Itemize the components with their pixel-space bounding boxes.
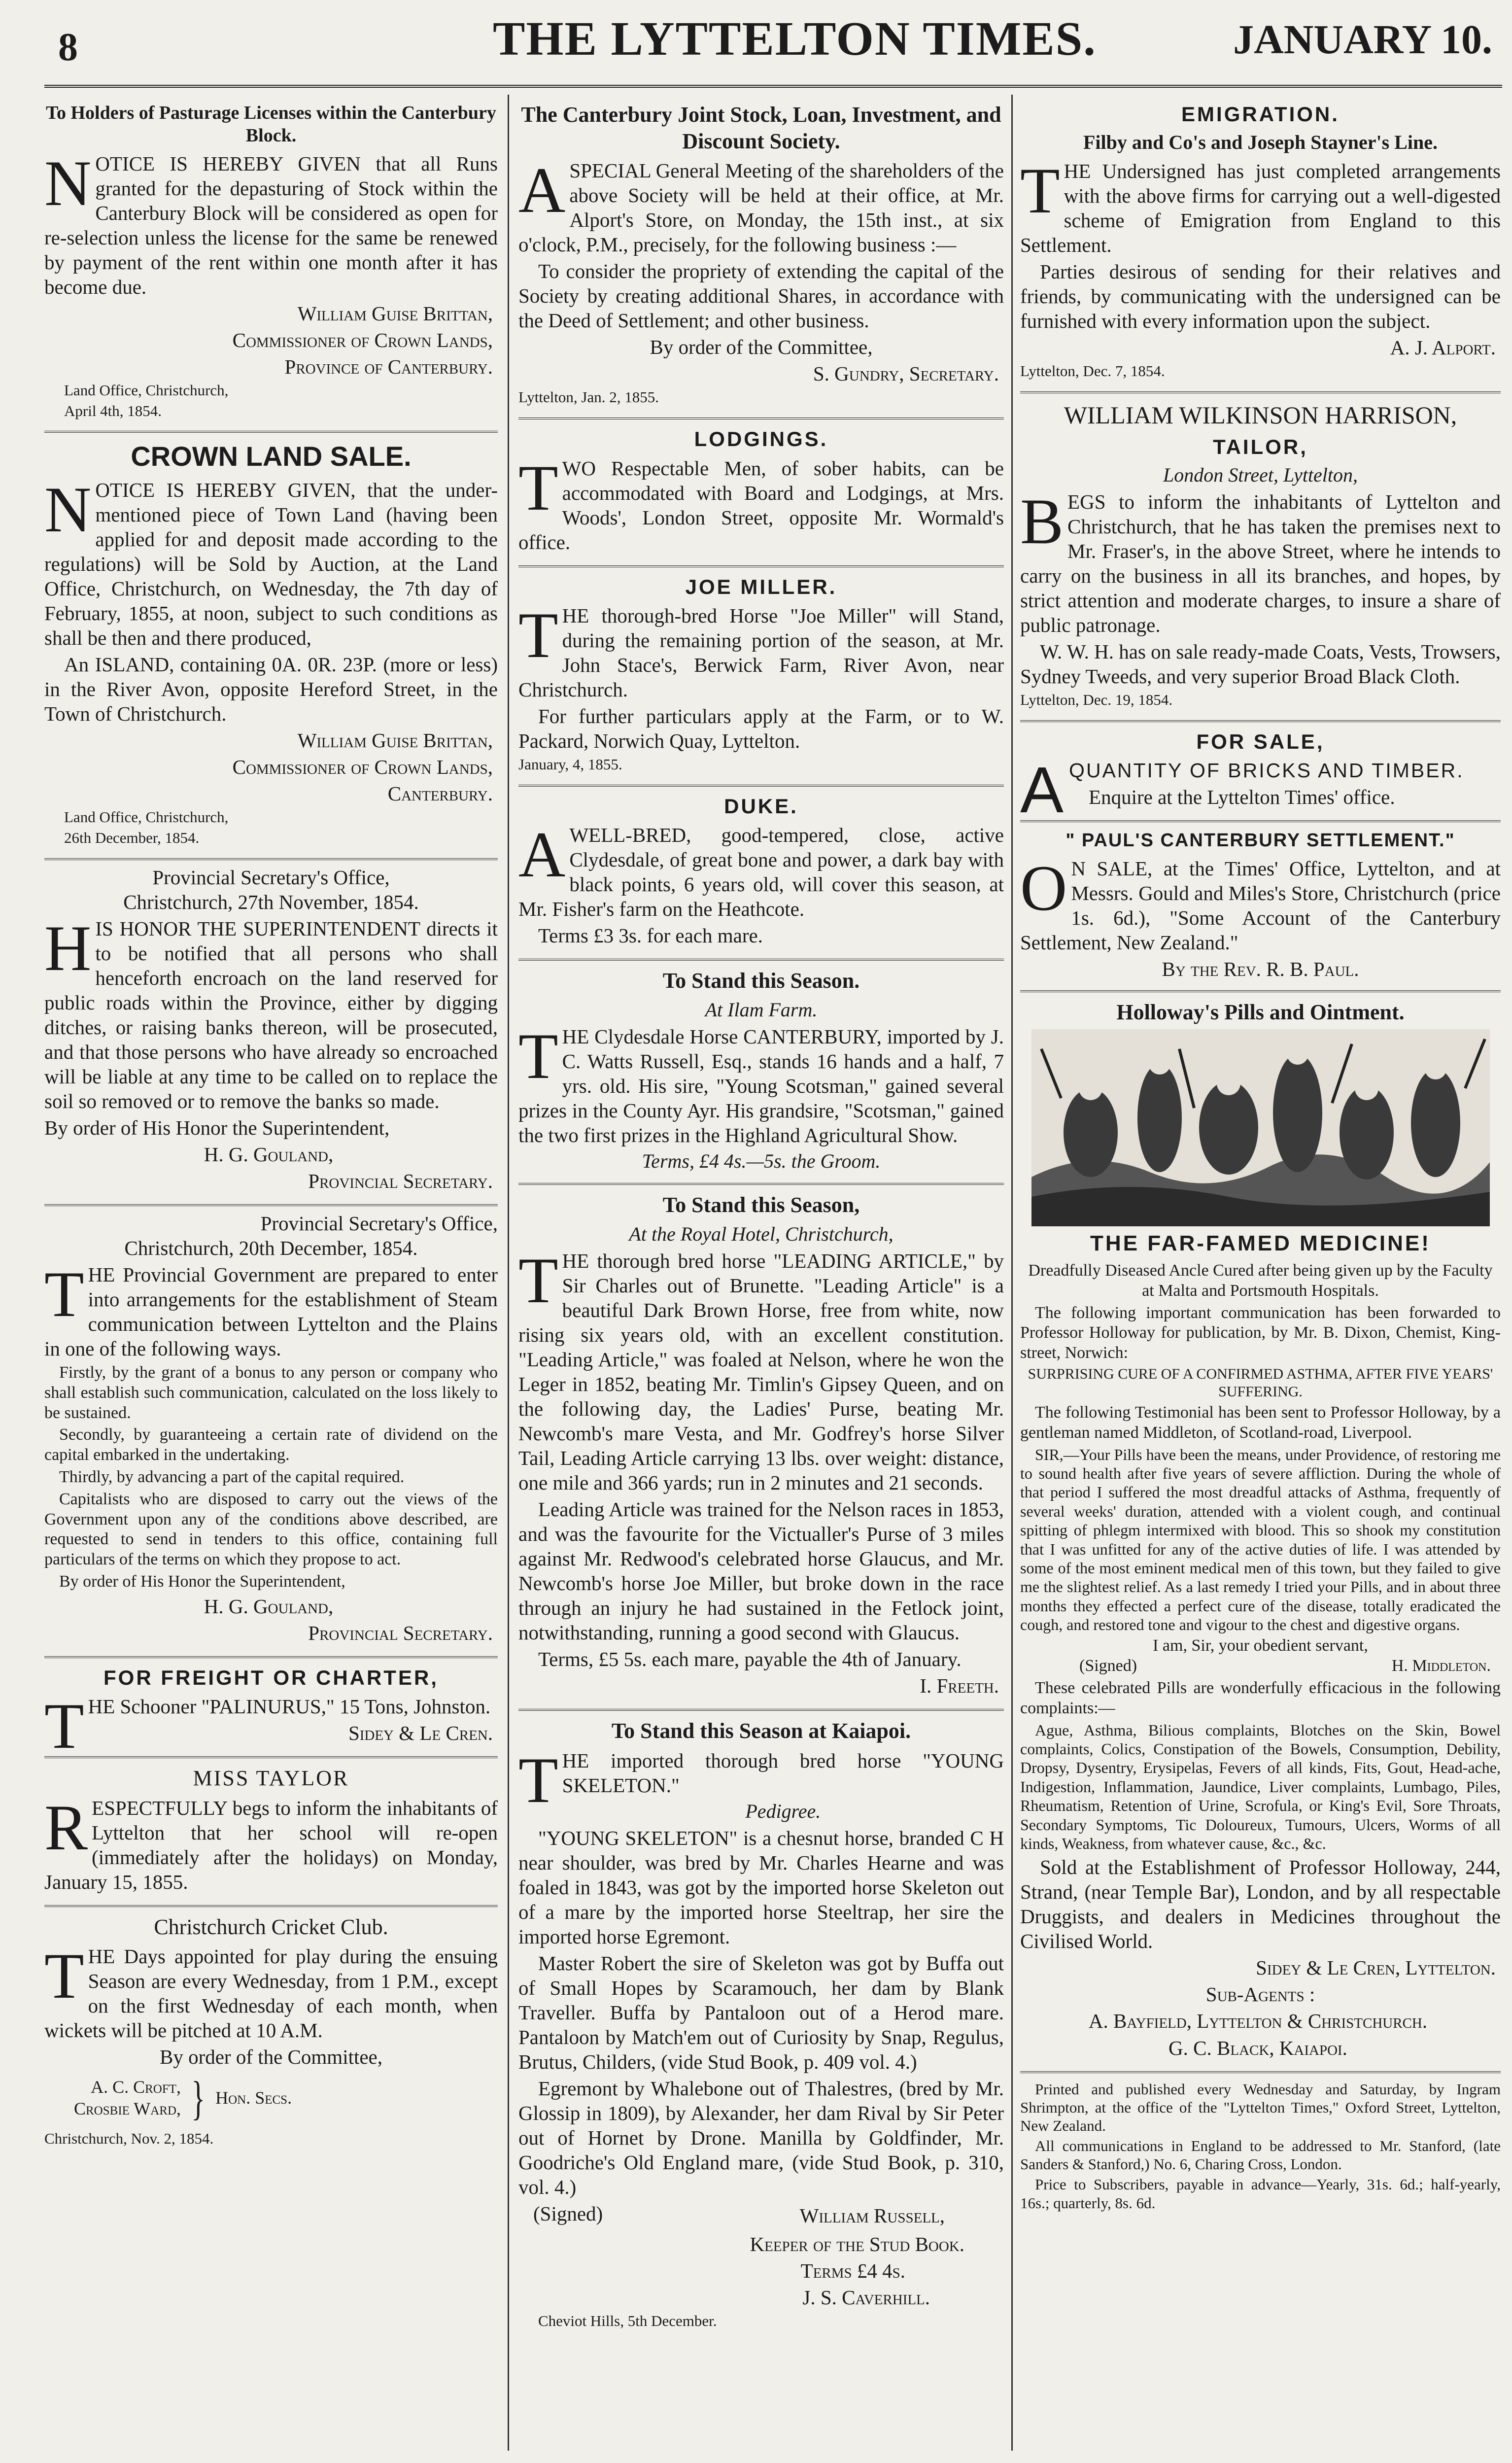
ad-terms: Terms £3 3s. for each mare. [538,924,763,947]
signature-name: H. G. Gouland, [204,1595,334,1618]
ad-body: ASPECIAL General Meeting of the shareholders of the above Society will be held at their office, at Mr. Alport's Store, on Monday, the 15th inst., at six o'clock, P.M., precisely, for the following business :— [518,154,1004,256]
ad-terms: Terms £4 4s. [800,2259,905,2282]
ad-title: EMIGRATION. [1181,103,1340,126]
ad-title: To Stand this Season at Kaiapoi. [611,1719,911,1743]
signature-row [1020,1656,1501,1676]
column-left [44,95,498,2456]
ad-body: RESPECTFULLY begs to inform the inhabitants of Lyttelton that her school will re-open (immediately after the holidays) on Monday, January 15, 1855. [44,1791,498,1893]
signature: J. S. Caverhill. [802,2286,930,2309]
ad-body: THE thorough bred horse "LEADING ARTICLE," by Sir Charles out of Brunette. "Leading Article" is a beautiful Dark Brown Horse, free from white, now rising six years old, with an excellent constitution. "Leading Article," was foaled at Nelson, where he won the Leger in 1852, beating Mr. Timlin's Gipsey Queen, and on the following day, the Ladies' Purse, beating Mr. Newcomb's mare Vesta, and Mr. Godfrey's horse Silver Tail, Leading Article carrying 13 lbs. over weight: distance, one mile and 366 yards; run in 2 minutes and 21 seconds. [518,1244,1004,1494]
ad-young-skeleton [518,1711,1004,2341]
secretary-name: A. C. Croft, [91,2077,181,2097]
signature-name: William Russell, [799,2204,945,2227]
ad-leading-article [518,1185,1004,1711]
ad-body: NOTICE IS HEREBY GIVEN, that the under-mentioned piece of Town Land (having been applied for and deposit made according to the regulations) will be Sold by Auction, at the Land Office, Christchurch, on Wednesday, the 7th day of February, 1855, at noon, subject to such conditions as shall be then and there produced, [44,473,498,649]
dateline: Lyttelton, Dec. 19, 1854. [1020,691,1173,709]
ad-holloways-pills [1020,992,1501,2073]
allegorical-engraving-icon [1031,1029,1490,1226]
ad-smallprint [1020,1261,1501,1853]
office-line: Provincial Secretary's Office, [260,1212,498,1235]
ad-subtitle: At the Royal Hotel, Christchurch, [629,1223,893,1246]
ad-emigration [1020,95,1501,393]
column-right [1020,95,1501,2456]
ad-pauls-settlement [1020,822,1501,992]
ad-title: DUKE. [724,794,798,818]
column-rule [1011,95,1013,2451]
header-rule [44,85,1502,88]
order-line: By order of the Committee, [159,2046,383,2069]
signature-place: Province of Canterbury. [284,355,493,378]
ad-paragraph: Secondly, by guaranteeing a certain rate of dividend on the capital embarked in the undertaking. [44,1425,498,1464]
ad-joint-stock-society [518,95,1004,419]
ad-title: Holloway's Pills and Ointment. [1116,1000,1405,1024]
dateline: Land Office, Christchurch, [64,808,229,826]
ad-title: JOE MILLER. [685,575,837,598]
ad-address: London Street, Lyttelton, [1163,464,1358,486]
dateline: Cheviot Hills, 5th December. [538,2312,717,2329]
ad-canterbury-horse [518,961,1004,1185]
ad-paragraph: Egremont by Whalebone out of Thalestres, (bred by Mr. Glossip in 1809), by Alexander, her dam Rival by Sir Peter out of Hornet by Drone. Manilla by Goldfinder, Mr. Goodriche's Old England mare, (vide Stud Book, p. 310, vol. 4.) [518,2077,1004,2198]
signature-title: Commissioner of Crown Lands, [232,755,493,778]
ad-body: AQUANTITY OF BRICKS AND TIMBER. [1020,754,1464,827]
sub-agents-label: Sub-Agents : [1205,1983,1315,2006]
ad-body: ON SALE, at the Times' Office, Lyttelton, and at Messrs. Gould and Miles's Store, Christchurch (price 1s. 6d.), "Some Account of the Canterbury Settlement, New Zealand." [1020,851,1501,954]
ad-paragraph: "YOUNG SKELETON" is a chesnut horse, branded C H near shoulder, was bred by Mr. Charles Hearne and was foaled in 1843, was got by the imported horse Skeleton out of a mare by the imported horse Steeltrap, her sire the imported horse Egremont. [518,1826,1004,1948]
ad-trade: TAILOR, [1213,435,1308,458]
ad-paragraph: For further particulars apply at the Farm, or to W. Packard, Norwich Quay, Lyttelton. [518,704,1004,752]
signature-name: William Guise Brittan, [297,728,493,752]
imprint-line: All communications in England to be addressed to Mr. Stanford, (late Sanders & Stanford,) No. 6, Charing Cross, London. [1020,2137,1501,2173]
ad-subhead: SURPRISING CURE OF A CONFIRMED ASTHMA, AFTER FIVE YEARS' SUFFERING. [1028,1365,1493,1400]
signature-name: H. G. Gouland, [204,1143,334,1166]
ad-smallprint [44,1363,498,1592]
ad-paragraph: Parties desirous of sending for their relatives and friends, by communicating with the undersigned can be furnished with every information upon the subject. [1020,260,1501,333]
column-rule [508,95,509,2451]
ad-paragraph: Leading Article was trained for the Nelson races in 1853, and was the favourite for the Victualler's Purse of 3 miles against Mr. Redwood's celebrated horse Glaucus, and Mr. Newcomb's horse Joe Miller, but broke down in the race through an injury he had sustained in the Fetlock joint, notwithstanding, running a good second with Glaucus. [518,1498,1004,1644]
column-middle [518,95,1004,2456]
signature-row [518,2201,1004,2230]
ad-freight-charter [44,1658,498,1762]
ad-subtitle: Filby and Co's and Joseph Stayner's Line. [1083,131,1438,154]
ad-title: LODGINGS. [694,427,828,451]
signature: I. Freeth. [920,1674,999,1698]
ad-title: CROWN LAND SALE. [131,441,412,472]
ad-title: MISS TAYLOR [193,1766,349,1790]
ad-paragraph: An ISLAND, containing 0A. 0R. 23P. (more or less) in the River Avon, opposite Hereford Street, in the Town of Christchurch. [44,653,498,725]
ad-title: WILLIAM WILKINSON HARRISON, [1064,401,1457,429]
ad-title: The Canterbury Joint Stock, Loan, Investment, and Discount Society. [521,103,1001,153]
page-number: 8 [58,26,78,69]
ad-title: FOR FREIGHT OR CHARTER, [103,1665,439,1689]
ad-body: THE imported thorough bred horse "YOUNG SKELETON." [518,1743,1004,1816]
ad-title: FOR SALE, [1196,729,1325,753]
ad-paragraph: Thirdly, by advancing a part of the capital required. [59,1467,405,1486]
ad-headline: THE FAR-FAMED MEDICINE! [1090,1231,1431,1256]
signature: S. Gundry, Secretary. [813,362,999,385]
issue-date: JANUARY 10. [1233,17,1492,63]
masthead: THE LYTTELTON TIMES. [493,12,1097,66]
ad-author: By the Rev. R. B. Paul. [1162,957,1359,980]
ad-paragraph: Dreadfully Diseased Ancle Cured after being given up by the Faculty at Malta and Portsmouth Hospitals. [1028,1261,1493,1300]
ad-body: TWO Respectable Men, of sober habits, can be accommodated with Board and Lodgings, at Mrs. Woods', London Street, opposite Mr. Wormald's office. [518,451,1004,554]
ad-body: THE Provincial Government are prepared to enter into arrangements for the establishment of Steam communication between Lyttelton and the Plains in one of the following ways. [44,1257,498,1360]
ad-body: THE Undersigned has just completed arrangements with the above firms for carrying out a well-digested scheme of Emigration from England to this Settlement. [1020,154,1501,257]
ad-for-sale-bricks [1020,722,1501,827]
ad-subtitle: At Ilam Farm. [705,998,818,1021]
ad-paragraph: Capitalists who are disposed to carry out the views of the Government upon any of the conditions above described, are requested to send in tenders to this office, containing full particulars of the terms on which they propose to act. [44,1490,498,1569]
signature: H. Middleton. [1391,1657,1491,1675]
dateline: Christchurch, Nov. 2, 1854. [44,2129,214,2147]
signature: Sidey & Le Cren, Lyttelton. [1256,1956,1496,1979]
ad-paragraph: The following Testimonial has been sent to Professor Holloway, by a gentleman named Middleton, of Scotland-road, Liverpool. [1020,1403,1501,1442]
ad-cricket-club [44,1907,498,2159]
ad-terms: Terms, £5 5s. each mare, payable the 4th of January. [538,1648,962,1671]
ad-paragraph: These celebrated Pills are wonderfully efficacious in the following complaints:— [1020,1679,1501,1717]
order-line: By order of the Committee, [650,336,873,359]
dateline: Land Office, Christchurch, [64,381,229,399]
secretary-name: Crosbie Ward, [74,2099,181,2119]
order-line: By order of His Honor the Superintendent, [44,1116,390,1139]
hon-secs-label: Hon. Secs. [215,2088,292,2108]
date-line: Christchurch, 27th November, 1854. [123,890,419,913]
dateline: April 4th, 1854. [64,402,162,419]
ad-crown-land-sale [44,433,498,860]
ad-pasturage-licenses [44,95,498,433]
honorary-secretaries [74,2069,498,2127]
imprint [1020,2073,1501,2223]
page-header [0,0,1512,91]
dateline: Lyttelton, Jan. 2, 1855. [518,388,659,406]
ad-letter: SIR,—Your Pills have been the means, under Providence, of restoring me to sound health after five years of severe affliction. During the whole of that period I suffered the most dreadful attacks of Asthma, frequently of several weeks' duration, attended with a violent cough, and continual spitting of phlegm intermixed with blood. This so shook my constitution that I was unfitted for any of the active duties of life. I was attended by some of the most eminent medical men of this town, but they failed to give me the slightest relief. As a last remedy I tried your Pills, and in about three months they effected a perfect cure of the disease, totally eradicated the cough, and restored tone and vigour to the chest and digestive organs. [1020,1445,1501,1634]
ad-paragraph: The following important communication has been forwarded to Professor Holloway for publication, by Mr. B. Dixon, Chemist, King-street, Norwich: [1020,1303,1501,1362]
ad-harrison-tailor [1020,393,1501,722]
ad-body: AWELL-BRED, good-tempered, close, active Clydesdale, of great bone and power, a dark bay with black points, 6 years old, will cover this season, at Mr. Fisher's farm on the Heathcote. [518,818,1004,921]
office-line: Provincial Secretary's Office, [152,866,390,889]
ad-joe-miller [518,567,1004,787]
ad-title: Christchurch Cricket Club. [154,1914,388,1939]
agent-name: A. Bayfield, Lyttelton & Christchurch. [1088,2010,1428,2033]
ad-paragraph: Sold at the Establishment of Professor Holloway, 244, Strand, (near Temple Bar), London, and by all respectable Druggists, and dealers in Medicines throughout the Civilised World. [1020,1856,1501,1953]
signature-name: William Guise Brittan, [297,302,493,325]
ad-body: NOTICE IS HEREBY GIVEN that all Runs granted for the depasturing of Stock within the Canterbury Block will be considered as open for re-selection unless the license for the same be renewed by payment of the rent within one month after it has become due. [44,146,498,298]
ad-steam-communication [44,1206,498,1658]
signed-label: (Signed) [533,2202,603,2225]
ad-body: THE Clydesdale Horse CANTERBURY, imported by J. C. Watts Russell, Esq., stands 16 hands and a half, 7 yrs. old. His sire, "Young Scotsman," gained several prizes in the County Ayr. His grandsire, "Scotsman," gained the two first prizes in the Highland Agricultural Show. [518,1019,1004,1146]
ad-subtitle: Pedigree. [745,1800,821,1822]
imprint-line: Printed and published every Wednesday and Saturday, by Ingram Shrimpton, at the office of the "Lyttelton Times," Oxford Street, Lyttelton, New Zealand. [1020,2080,1501,2134]
signature-title: Provincial Secretary. [308,1621,493,1644]
ad-miss-taylor [44,1758,498,1907]
ad-title: To Stand this Season, [662,1193,860,1217]
imprint-line: Price to Subscribers, payable in advance—Yearly, 31s. 6d.; half-yearly, 16s.; quarterly, 8s. 6d. [1020,2176,1501,2212]
closing-line: I am, Sir, your obedient servant, [1153,1636,1368,1655]
order-line: By order of His Honor the Superintendent, [59,1572,345,1591]
ad-paragraph: Firstly, by the grant of a bonus to any person or company who shall establish such communication, calculated on the loss likely to be sustained. [44,1363,498,1422]
ad-duke [518,787,1004,961]
signature: Sidey & Le Cren. [348,1721,493,1744]
signature-title: Commissioner of Crown Lands, [232,328,493,351]
ad-terms: Terms, £4 4s.—5s. the Groom. [642,1149,881,1172]
signature-title: Keeper of the Stud Book. [750,2232,964,2255]
ad-paragraph: Ague, Asthma, Bilious complaints, Blotches on the Skin, Bowel complaints, Colics, Constipation of the Bowels, Consumption, Debility, Dropsy, Dysentry, Erysipelas, Fevers of all kinds, Fits, Gout, Head-ache, Indigestion, Inflammation, Jaundice, Liver complaints, Lumbago, Piles, Rheumatism, Retention of Urine, Scrofula, or King's Evil, Sore Throats, Secondary Symptoms, Tic Doloureux, Tumours, Ulcers, Worms of all kinds, Weakness, from whatever cause, &c., &c. [1020,1721,1501,1852]
agent-name: G. C. Black, Kaiapoi. [1168,2036,1347,2059]
dateline: Lyttelton, Dec. 7, 1854. [1020,362,1165,380]
ad-body: THE thorough-bred Horse "Joe Miller" will Stand, during the remaining portion of the season, at Mr. John Stace's, Berwick Farm, River Avon, near Christchurch. [518,598,1004,701]
ad-title: " PAUL'S CANTERBURY SETTLEMENT." [1065,830,1455,851]
date-line: Christchurch, 20th December, 1854. [124,1236,418,1259]
signature-place: Canterbury. [387,782,493,805]
ad-body: HIS HONOR THE SUPERINTENDENT directs it to be notified that all persons who shall henceforth encroach on the land reserved for public roads within the Province, either by digging ditches, or raising banks thereon, will be prosecuted, and that those persons who have already so encroached will be liable at any time to be called on to replace the soil so removed or to remove the banks so made. [44,911,498,1112]
dateline: 26th December, 1854. [64,829,200,846]
ad-paragraph: To consider the propriety of extending the capital of the Society by creating additional Shares, in accordance with the Deed of Settlement; and other business. [518,260,1004,332]
ad-paragraph: Master Robert the sire of Skeleton was got by Buffa out of Small Hopes by Scaramouch, her dam by Blank Traveller. Buffa by Pantaloon out of a Herod mare. Pantaloon by Match'em out of Curiosity by Snap, Regulus, Brutus, Childers, (vide Stud Book, p. 409 vol. 4.) [518,1951,1004,2073]
names-list [74,2077,181,2120]
signed-label: (Signed) [1079,1657,1137,1675]
ad-body: BEGS to inform the inhabitants of Lyttelton and Christchurch, that he has taken the premises next to Mr. Fraser's, in the above Street, where he intends to carry on the business in all its branches, and hopes, by strict attention and moderate charges, to insure a share of public patronage. [1020,485,1501,637]
ad-road-encroachment [44,860,498,1206]
ad-lodgings [518,419,1004,567]
ad-paragraph: Enquire at the Lyttelton Times' office. [1089,786,1395,809]
signature: A. J. Alport. [1390,336,1496,359]
brace-glyph: } [191,2072,205,2125]
ad-body: THE Days appointed for play during the ensuing Season are every Wednesday, from 1 P.M., except on the first Wednesday of each month, when wickets will be pitched at 10 A.M. [44,1940,498,2042]
ad-body: THE Schooner "PALINURUS," 15 Tons, Johnston. [44,1689,491,1762]
ad-title: To Stand this Season. [662,969,860,993]
ad-paragraph: W. W. H. has on sale ready-made Coats, Vests, Trowsers, Sydney Tweeds, and very superior Broad Black Cloth. [1020,640,1501,688]
ad-title: To Holders of Pasturage Licenses within the Canterbury Block. [46,103,496,146]
dateline: January, 4, 1855. [518,755,622,773]
signature-title: Provincial Secretary. [308,1169,493,1192]
